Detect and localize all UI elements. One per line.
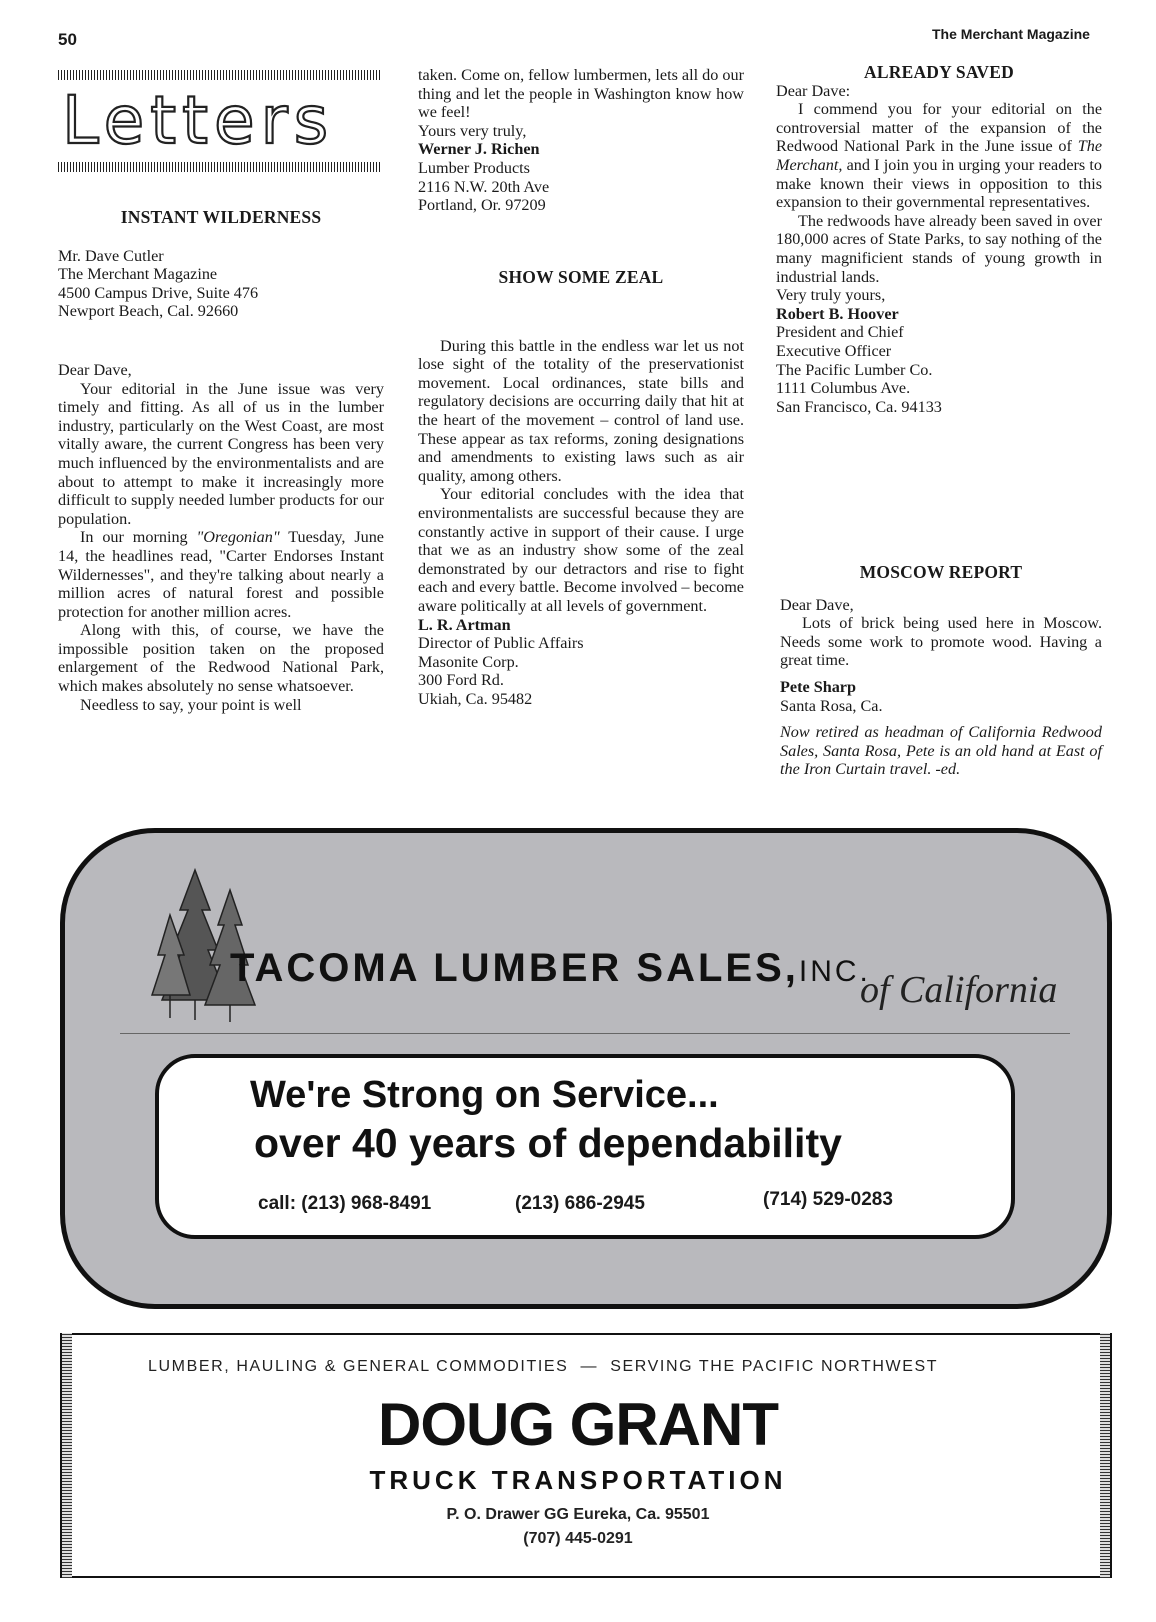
address-line: 4500 Campus Drive, Suite 476 [58,283,259,302]
letter-continued [418,66,744,215]
letter-paragraph: Your editorial in the June issue was very timely and fitting. As all of us in the lumber industry, particularly on the West Coast, are most vitally aware, the current Congress has been very much influenced by the environmentalists and are about to attempt to make it increasingly more difficult to supply needed lumber products for our population. [58,379,384,528]
letter-moscow-report [780,563,1102,779]
sign-line: 300 Ford Rd. [418,671,504,690]
company-phone: (707) 445-0291 [523,1530,633,1547]
logo-script: of California [860,969,1058,1011]
magazine-title: The Merchant Magazine [932,26,1090,42]
letter-paragraph: Needless to say, your point is well [80,695,302,714]
phone-number: call: (213) 968-8491 [258,1193,432,1214]
page-number: 50 [58,30,77,49]
signer-name: Robert B. Hoover [776,304,899,323]
salutation: Dear Dave, [58,360,132,379]
sign-line: Ukiah, Ca. 95482 [418,689,533,708]
letter-paragraph: During this battle in the endless war let us not lose sight of the totality of the preservationist movement. Local ordinances, state bills and regulatory decisions are occurring daily that hit at the heart of the movement – control of land use. These appear as tax reforms, zoning designations and amendments to existing laws such as air quality, among others. [418,336,744,485]
company-address: P. O. Drawer GG Eureka, Ca. 95501 [446,1506,710,1523]
company-subtitle: TRUCK TRANSPORTATION [369,1465,787,1495]
phone-number: (714) 529-0283 [763,1189,893,1210]
sign-line: 1111 Columbus Ave. [776,379,911,398]
letter-paragraph: In our morning "Oregonian" Tuesday, June 14, the headlines read, "Carter Endorses Instant Wildernesses", and they're talking about nearly a million acres of natural forest and possible protection for another million acres. [58,528,384,621]
letter-heading: MOSCOW REPORT [859,562,1023,582]
company-name: DOUG GRANT [378,1391,778,1458]
closing: Very truly yours, [776,286,886,305]
letter-paragraph: Along with this, of course, we have the impossible position taken on the proposed enlargement of the Redwood National Park, which makes absolutely no sense whatsoever. [58,621,384,696]
letter-already-saved [776,63,1102,416]
signer-name: Werner J. Richen [418,140,540,159]
pine-trees-icon [150,860,260,1025]
letter-paragraph: The redwoods have already been saved in over 180,000 acres of State Parks, to say nothing of the many magnificient stands of young growth in industrial lands. [776,211,1102,286]
sign-line: Portland, Or. 97209 [418,196,546,215]
sign-line: Masonite Corp. [418,652,519,671]
closing: Yours very truly, [418,121,527,140]
salutation: Dear Dave, [780,595,854,614]
signer-name: L. R. Artman [418,615,511,634]
phone-number: (213) 686-2945 [515,1193,645,1214]
address-line: Newport Beach, Cal. 92660 [58,302,239,321]
address-line: The Merchant Magazine [58,265,218,284]
sign-line: President and Chief [776,323,904,342]
sign-line: Executive Officer [776,341,892,360]
ad-tagline: LUMBER, HAULING & GENERAL COMMODITIES — SERVING THE PACIFIC NORTHWEST [148,1358,939,1375]
sign-line: 2116 N.W. 20th Ave [418,177,550,196]
letter-paragraph: Your editorial concludes with the idea that environmentalists are successful because they are constantly active in support of their cause. I urge that we as an industry show some of the zeal demonstrated by our detractors and rise to fight each and every battle. Become involved – become aware politically at all levels of government. [418,485,744,615]
letter-paragraph: Lots of brick being used here in Moscow. Needs some work to promote wood. Having a great time. [780,614,1102,670]
sign-line: The Pacific Lumber Co. [776,360,933,379]
letter-paragraph: I commend you for your editorial on the controversial matter of the expansion of the Redwood National Park in the June issue of The Merchant, and I join you in urging your readers to make known their views in opposition to this expansion to their governmental representatives. [776,100,1102,212]
editor-note: Now retired as headman of California Redwood Sales, Santa Rosa, Pete is an old hand at East of the Iron Curtain travel. -ed. [780,723,1102,779]
letter-instant-wilderness [58,208,384,714]
banner-rule-bottom [58,162,380,172]
signer-name: Pete Sharp [780,677,856,696]
sign-line: Santa Rosa, Ca. [780,696,883,715]
logo-inc: INC. [798,955,871,988]
salutation: Dear Dave: [776,81,851,100]
sign-line: Director of Public Affairs [418,634,584,653]
service-line: We're Strong on Service... [250,1074,719,1116]
address-line: Mr. Dave Cutler [58,246,164,265]
banner-rule-top [58,70,380,80]
sign-line: San Francisco, Ca. 94133 [776,397,942,416]
letter-heading: ALREADY SAVED [864,62,1014,82]
logo-underline [120,1033,1070,1034]
letter-heading: SHOW SOME ZEAL [498,267,664,287]
letter-show-some-zeal [418,268,744,708]
dependability-line: over 40 years of dependability [254,1120,842,1166]
letter-paragraph: taken. Come on, fellow lumbermen, lets all do our thing and let the people in Washington know how we feel! [418,66,744,122]
logo-main: TACOMA LUMBER SALES, [230,946,799,990]
tacoma-logo [230,946,871,991]
sign-line: Lumber Products [418,158,530,177]
section-title: Letters [62,82,335,159]
letter-heading: INSTANT WILDERNESS [120,207,322,227]
